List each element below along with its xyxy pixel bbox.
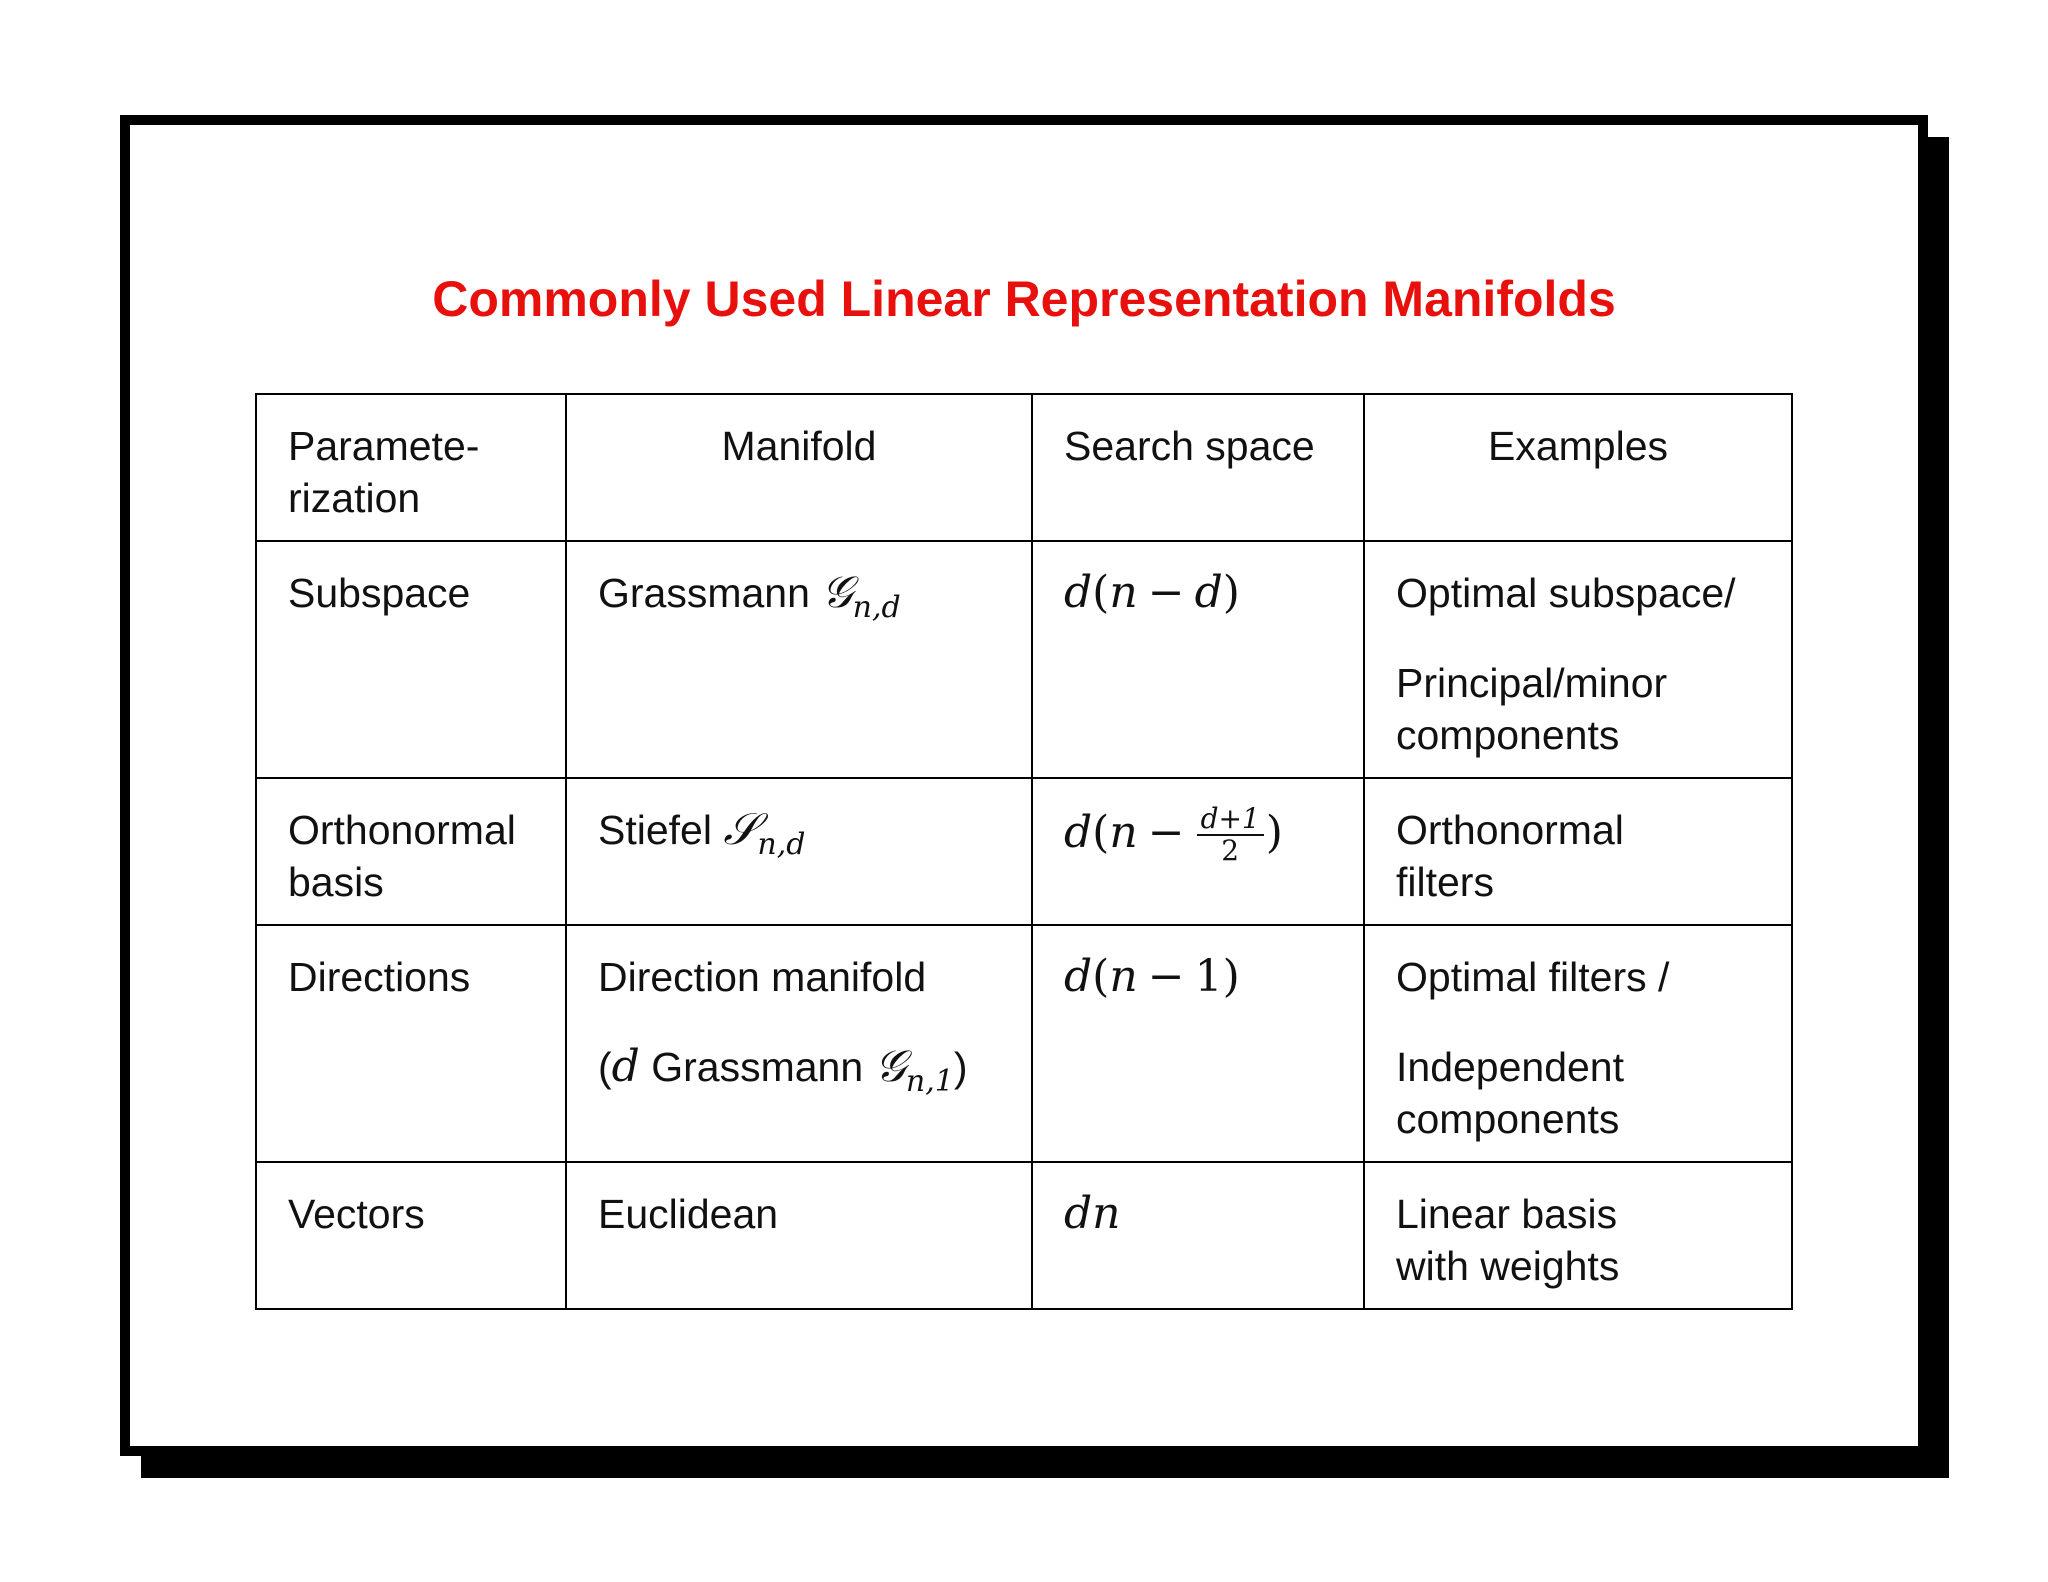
example-line: Optimal subspace/ <box>1396 570 1736 616</box>
table-header-row <box>256 394 1792 541</box>
cell-examples <box>1364 925 1792 1162</box>
parameterization-line: Orthonormal <box>288 807 516 853</box>
cell-parameterization: Vectors <box>256 1162 566 1309</box>
header-parameterization-line1: Paramete- <box>288 423 480 469</box>
header-parameterization-line2: rization <box>288 475 421 521</box>
header-examples: Examples <box>1364 394 1792 541</box>
example-line: Linear basis <box>1396 1191 1618 1237</box>
cell-search-space <box>1032 1162 1364 1309</box>
cell-search-space <box>1032 541 1364 778</box>
example-line: filters <box>1396 859 1494 905</box>
example-line: Optimal filters / <box>1396 954 1670 1000</box>
example-line: with weights <box>1396 1243 1620 1289</box>
manifold-subscript: n,d <box>852 590 901 625</box>
example-line: components <box>1396 712 1620 758</box>
manifold-symbol: 𝒢 <box>821 567 853 618</box>
manifolds-table <box>255 393 1793 1310</box>
cell-parameterization <box>256 778 566 925</box>
cell-examples <box>1364 541 1792 778</box>
manifold-subscript: n,d <box>757 827 806 862</box>
cell-parameterization: Directions <box>256 925 566 1162</box>
search-space-formula: d(n − 1) <box>1064 951 1240 1002</box>
search-space-formula: dn <box>1064 1188 1121 1239</box>
example-line: Independent <box>1396 1044 1625 1090</box>
table-row <box>256 1162 1792 1309</box>
search-space-formula: d(n − d) <box>1064 567 1240 618</box>
manifold-name: Grassmann <box>598 570 810 616</box>
cell-manifold <box>566 925 1032 1162</box>
cell-manifold <box>566 778 1032 925</box>
search-space-formula: d(n − $\frac{d+1}{2}$ ) <box>1064 802 1283 867</box>
table-row <box>256 541 1792 778</box>
header-parameterization <box>256 394 566 541</box>
manifold-symbol: 𝒮 <box>723 804 758 855</box>
manifold-name: Stiefel <box>598 807 712 853</box>
cell-search-space <box>1032 925 1364 1162</box>
fraction: $\frac{d+1}{2}$ <box>1197 804 1264 866</box>
table-row <box>256 925 1792 1162</box>
cell-parameterization: Subspace <box>256 541 566 778</box>
cell-manifold: Euclidean <box>566 1162 1032 1309</box>
manifold-name: Direction manifold <box>598 954 927 1000</box>
example-line: Principal/minor <box>1396 660 1668 706</box>
slide-title: Commonly Used Linear Representation Manifolds <box>432 271 1616 327</box>
header-manifold: Manifold <box>566 394 1032 541</box>
slide-frame <box>120 115 1928 1456</box>
example-line: components <box>1396 1096 1620 1142</box>
cell-examples <box>1364 778 1792 925</box>
manifold-paren-note: (d Grassmann 𝒢$_{n,1}$) <box>598 1041 968 1099</box>
header-search-space: Search space <box>1032 394 1364 541</box>
cell-search-space <box>1032 778 1364 925</box>
table-row <box>256 778 1792 925</box>
cell-examples <box>1364 1162 1792 1309</box>
cell-manifold <box>566 541 1032 778</box>
parameterization-line: basis <box>288 859 384 905</box>
example-line: Orthonormal <box>1396 807 1624 853</box>
